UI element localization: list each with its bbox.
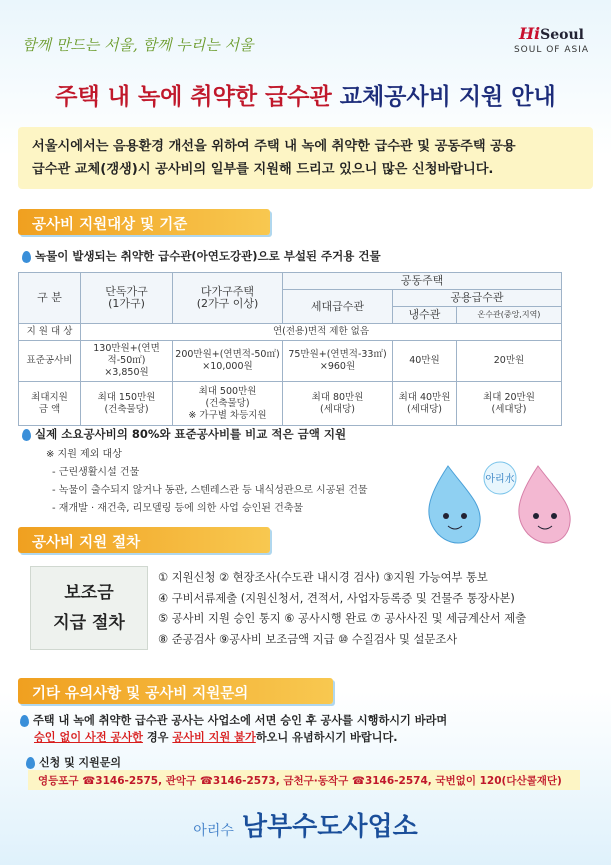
water-drop-icon xyxy=(20,715,29,727)
notice-text: 주택 내 녹에 취약한 급수관 공사는 사업소에 서면 승인 후 공사를 시행하시기 바라며 승인 없이 사전 공사한 경우 공사비 지원 불가하오니 유념하시기 바랍니다. xyxy=(20,712,447,746)
logo-seoul-text: Seoul xyxy=(540,27,584,43)
notice-red1: 승인 없이 사전 공사한 xyxy=(34,731,143,744)
section2-title: 공사비 지원 절차 xyxy=(18,527,270,553)
max-cold: 최대 40만원 (세대당) xyxy=(393,382,457,426)
max-multi: 최대 500만원 (건축물당) ※ 가구별 차등지원 xyxy=(173,382,283,426)
note-item: ※ 지원 제외 대상 xyxy=(46,449,122,460)
step-line: ① 지원신청 ② 현장조사(수도관 내시경 검사) ③지원 가능여부 통보 xyxy=(158,571,488,584)
water-drop-icon xyxy=(26,757,35,769)
contacts-line: 영등포구 ☎3146-2575, 관악구 ☎3146-2573, 금천구·동작구 ☎3146-2574, 국번없이 120(다산콜재단) xyxy=(28,770,580,790)
procedure-steps xyxy=(158,568,526,650)
section3-title: 기타 유의사항 및 공사비 지원문의 xyxy=(18,678,333,704)
arisu-mascots xyxy=(408,456,586,556)
box-line2: 지급 절차 xyxy=(53,613,125,633)
std-cold: 40만원 xyxy=(393,341,457,382)
note-item: - 근린생활시설 건물 xyxy=(52,467,140,478)
th-gubun: 구 분 xyxy=(19,273,81,324)
th-apt: 공동주택 xyxy=(283,273,562,290)
row-target-label: 지 원 대 상 xyxy=(19,324,81,341)
std-multi: 200만원+(연면적-50㎡) ×10,000원 xyxy=(173,341,283,382)
max-hot: 최대 20만원 (세대당) xyxy=(457,382,562,426)
logo-hi-text: Hi xyxy=(518,24,541,43)
box-line1: 보조금 xyxy=(64,583,114,603)
footer-office xyxy=(0,806,611,843)
intro-box xyxy=(18,127,593,189)
exclusion-notes xyxy=(46,446,368,518)
subsidy-procedure-box xyxy=(30,566,148,650)
std-apt: 75만원+(연면적-33㎡) ×960원 xyxy=(283,341,393,382)
step-line: ④ 구비서류제출 (지원신청서, 견적서, 사업자등록증 및 건물주 통장사본) xyxy=(158,591,515,605)
th-hot: 온수관(중앙,지역) xyxy=(457,307,562,324)
title-part1: 주택 내 녹에 취약한 급수관 xyxy=(55,84,332,110)
row-std-label: 표준공사비 xyxy=(19,341,81,382)
office-name: 남부수도사업소 xyxy=(241,812,418,842)
support-criteria-table xyxy=(18,272,562,426)
arisu-logo-text: 아리수 xyxy=(193,823,234,839)
section1-bullet2: 실제 소요공사비의 80%와 표준공사비를 비교 적은 금액 지원 xyxy=(22,426,346,442)
row-target-value: 연(전용)면적 제한 없음 xyxy=(81,324,562,341)
max-apt: 최대 80만원 (세대당) xyxy=(283,382,393,426)
std-single: 130만원+(연면적-50㎡) ×3,850원 xyxy=(81,341,173,382)
title-part2: 교체공사비 지원 안내 xyxy=(339,84,556,110)
std-hot: 20만원 xyxy=(457,341,562,382)
note-item: - 재개발 · 재건축, 리모델링 등에 의한 사업 승인된 건축물 xyxy=(52,503,304,514)
th-multi: 다가구주택 (2가구 이상) xyxy=(173,273,283,324)
page-title xyxy=(0,78,611,111)
th-single: 단독가구 (1가구) xyxy=(81,273,173,324)
hi-seoul-logo xyxy=(514,24,589,55)
note-item: - 녹물이 출수되지 않거나 동관, 스텐레스관 등 내식성관으로 시공된 건물 xyxy=(52,485,368,496)
section1-bullet: 녹물이 발생되는 취약한 급수관(아연도강관)으로 부설된 주거용 건물 xyxy=(22,248,381,264)
th-apt-common: 공용급수관 xyxy=(393,290,562,307)
th-apt-household: 세대급수관 xyxy=(283,290,393,324)
step-line: ⑤ 공사비 지원 승인 통지 ⑥ 공사시행 완료 ⑦ 공사사진 및 세금계산서 제출 xyxy=(158,612,527,625)
logo-subtitle: SOUL OF ASIA xyxy=(513,45,589,55)
step-line: ⑧ 준공검사 ⑨공사비 보조금액 지급 ⑩ 수질검사 및 설문조사 xyxy=(158,632,458,646)
section1-title: 공사비 지원대상 및 기준 xyxy=(18,209,270,235)
intro-line1: 서울시에서는 음용환경 개선을 위하여 주택 내 녹에 취약한 급수관 및 공동주택 공용 xyxy=(32,139,516,154)
intro-line2: 급수관 교체(갱생)시 공사비의 일부를 지원해 드리고 있으니 많은 신청바랍니다. xyxy=(32,162,494,177)
th-cold: 냉수관 xyxy=(393,307,457,324)
row-max-label: 최대지원 금 액 xyxy=(19,382,81,426)
notice-red2: 공사비 지원 불가 xyxy=(172,731,256,744)
contacts-label: 신청 및 지원문의 xyxy=(26,754,121,770)
slogan: 함께 만드는 서울, 함께 누리는 서울 xyxy=(22,36,254,54)
water-drop-icon xyxy=(22,429,31,441)
water-drop-icon xyxy=(22,251,31,263)
mascot-badge-text: 아리水 xyxy=(485,474,515,485)
max-single: 최대 150만원 (건축물당) xyxy=(81,382,173,426)
